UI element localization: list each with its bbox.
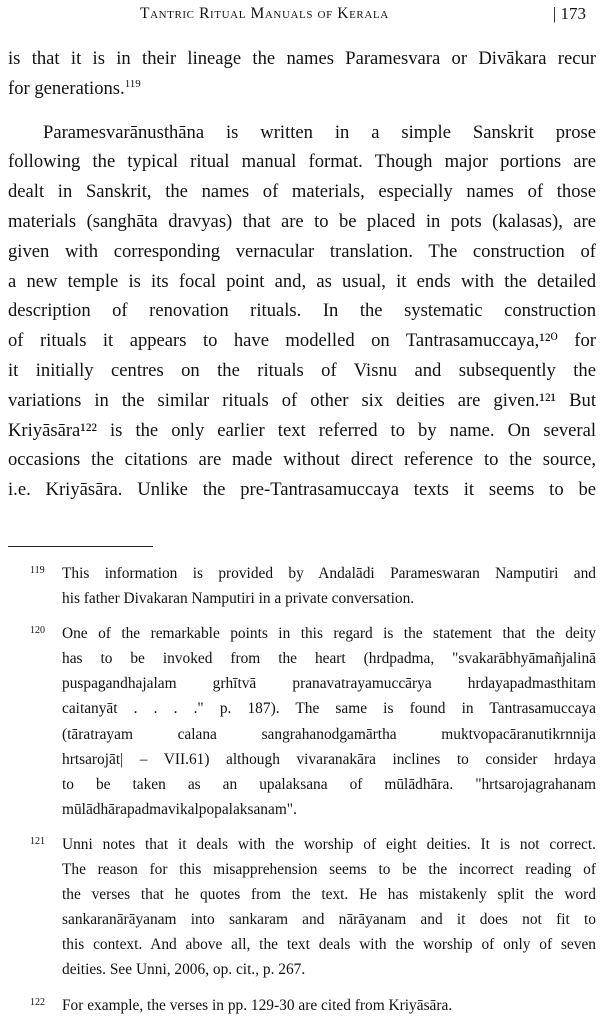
footnotes — [0, 561, 600, 1028]
footnote-line: has to be invoked from the heart (hrdpadma, "svakarābhyāmañjalinā — [62, 650, 596, 668]
footnote-number: 122 — [30, 996, 45, 1008]
page-number: | 173 — [552, 4, 586, 23]
footnote-number: 119 — [30, 565, 45, 576]
footnote-line: hrtsarojāt| – VII.61) although vivaranakāra inclines to consider hrdaya — [62, 750, 596, 768]
footnote — [0, 561, 600, 611]
footnote-line: deities. See Unni, 2006, op. cit., p. 267. — [62, 961, 306, 979]
footnote-line: Unni notes that it deals with the worship of eight deities. It is not correct. — [62, 835, 596, 853]
footnote-text — [62, 993, 596, 1018]
footnote-line: caitanyāt . . . ." p. 187). The same is found in Tantrasamuccaya — [62, 700, 596, 718]
page-header — [0, 2, 600, 28]
text-line-content: for generations. — [8, 77, 125, 99]
footnote — [0, 621, 600, 822]
footnote — [0, 832, 600, 983]
footnote-line: his father Divakaran Namputiri in a private conversation. — [62, 590, 415, 608]
footnote-line: puspagandhajalam grhītvā pranavatrayamuccārya hrdayapadmasthitam — [62, 675, 596, 693]
text-line: is that it is in their lineage the names Paramesvara or Divākara recur — [8, 48, 596, 69]
footnote-line: to be taken as an upalaksana of mūlādhāra. "hrtsarojagrahanam — [62, 775, 596, 793]
text-line: of rituals it appears to have modelled on Tantrasamuccaya,¹²⁰ for — [8, 330, 596, 352]
running-title: Tantric Ritual Manuals of Kerala — [140, 5, 389, 22]
footnote-line: sankaranārāyanam into sankaram and nārāyanam and it does not fit to — [62, 911, 596, 929]
footnote-number: 121 — [30, 835, 45, 847]
text-line — [8, 74, 596, 104]
text-line: given with corresponding vernacular translation. The construction of — [8, 240, 596, 262]
footnote-line: this context. And above all, the text deals with the worship of only of seven — [62, 936, 596, 954]
footnote-line: The reason for this misapprehension seems to be the incorrect reading of — [62, 861, 596, 879]
footnote-line: This information is provided by Andalādi Parameswaran Namputiri and — [62, 565, 596, 582]
text-line: dealt in Sanskrit, the names of materials, especially names of those — [8, 181, 596, 203]
footnote-line: (tāratrayam calana sangrahanodgamārtha muktvopacāranutikrnnija — [62, 725, 596, 743]
footnote-text — [62, 621, 596, 822]
footnote-line: One of the remarkable points in this regard is the statement that the deity — [62, 625, 596, 643]
footnote-line: mūlādhārapadmavikalpopalaksanam". — [62, 800, 297, 818]
footnote-text — [62, 832, 596, 983]
footnote — [0, 993, 600, 1018]
text-line: a new temple is its focal point and, as usual, it ends with the detailed — [8, 270, 596, 292]
main-text — [8, 44, 596, 505]
paragraph-gap — [8, 104, 596, 118]
footnote-ref: 119 — [124, 77, 141, 90]
text-line: variations in the similar rituals of other six deities are given.¹²¹ But — [8, 389, 596, 411]
text-line: description of renovation rituals. In the systematic construction — [8, 300, 596, 322]
text-line: it initially centres on the rituals of Visnu and subsequently the — [8, 359, 596, 381]
footnote-divider — [8, 546, 153, 547]
footnote-text — [62, 561, 596, 611]
text-line: following the typical ritual manual format. Though major portions are — [8, 151, 596, 173]
footnote-line: For example, the verses in pp. 129-30 are cited from Kriyāsāra. — [62, 996, 453, 1014]
footnote-number: 120 — [30, 625, 45, 637]
text-line: i.e. Kriyāsāra. Unlike the pre-Tantrasamuccaya texts it seems to be — [8, 479, 596, 501]
text-line: Kriyāsāra¹²² is the only earlier text referred to by name. On several — [8, 419, 596, 441]
text-line: occasions the citations are made without direct reference to the source, — [8, 449, 596, 471]
text-line: materials (sanghāta dravyas) that are to be placed in pots (kalasas), are — [8, 210, 596, 232]
text-line: Paramesvarānusthāna is written in a simple Sanskrit prose — [43, 121, 596, 143]
footnote-line: the verses that he quotes from the text. He has mistakenly split the word — [62, 886, 596, 904]
